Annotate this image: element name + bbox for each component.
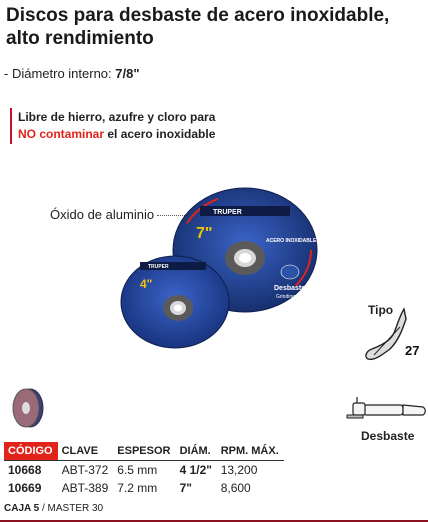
application-label: Desbaste xyxy=(361,429,415,443)
large-disc-size: 7" xyxy=(196,225,213,242)
packaging-info xyxy=(4,503,103,514)
inner-diameter-spec xyxy=(4,66,140,81)
inner-diameter-label: - Diámetro interno: xyxy=(4,66,116,81)
cell-clave: ABT-389 xyxy=(61,481,109,495)
table-row xyxy=(4,479,284,497)
small-disc xyxy=(121,256,229,348)
large-disc-brand: TRUPER xyxy=(213,209,242,216)
callout-line-1: Libre de hierro, azufre y cloro para xyxy=(18,110,216,124)
cell-diametro: 7" xyxy=(179,481,192,495)
header-rpm: RPM. MÁX. xyxy=(217,442,284,461)
master-label: MASTER 30 xyxy=(47,503,104,514)
cell-diametro: 4 1/2" xyxy=(179,463,212,477)
cell-rpm: 8,600 xyxy=(220,481,251,495)
product-title: Discos para desbaste de acero inoxidable, alto rendimiento xyxy=(6,5,390,49)
cell-espesor: 6.5 mm xyxy=(117,463,158,477)
product-spec-table xyxy=(4,442,284,497)
callout-accent-bar xyxy=(10,108,12,144)
table-header-row xyxy=(4,442,284,461)
angle-grinder-icon xyxy=(345,395,427,427)
header-diametro: DIÁM. xyxy=(176,442,217,461)
small-disc-size: 4" xyxy=(140,277,153,291)
cell-clave: ABT-372 xyxy=(61,463,109,477)
cell-rpm: 13,200 xyxy=(220,463,258,477)
product-discs-image xyxy=(120,190,363,355)
disc-type-number: 27 xyxy=(405,343,420,358)
inner-diameter-value: 7/8" xyxy=(115,66,140,81)
cell-espesor: 7.2 mm xyxy=(117,481,158,495)
oxide-label: Óxido de aluminio xyxy=(50,207,155,222)
callout-line-2 xyxy=(18,126,215,143)
table-row xyxy=(4,461,284,480)
small-disc-brand: TRUPER xyxy=(148,264,169,270)
large-disc-material: ACERO INOXIDABLE STAINLESS STEEL xyxy=(266,238,363,244)
packaging-separator: / xyxy=(39,503,48,514)
header-clave: CLAVE xyxy=(58,442,114,461)
cell-codigo: 10668 xyxy=(8,463,42,477)
callout-box xyxy=(18,109,215,143)
header-espesor: ESPESOR xyxy=(113,442,175,461)
disc-type-label: Tipo xyxy=(368,303,394,317)
callout-highlight: NO contaminar xyxy=(18,127,105,141)
large-disc-desbaste: Desbaste xyxy=(274,285,306,292)
large-disc-grinding: Grinding xyxy=(276,294,295,300)
caja-label: CAJA 5 xyxy=(4,503,40,514)
header-codigo: CÓDIGO xyxy=(4,442,58,461)
cell-codigo: 10669 xyxy=(8,481,42,495)
callout-rest: el acero inoxidable xyxy=(104,127,216,141)
disc-thumbnail-icon xyxy=(8,386,48,430)
type-27-profile-icon xyxy=(360,305,408,365)
